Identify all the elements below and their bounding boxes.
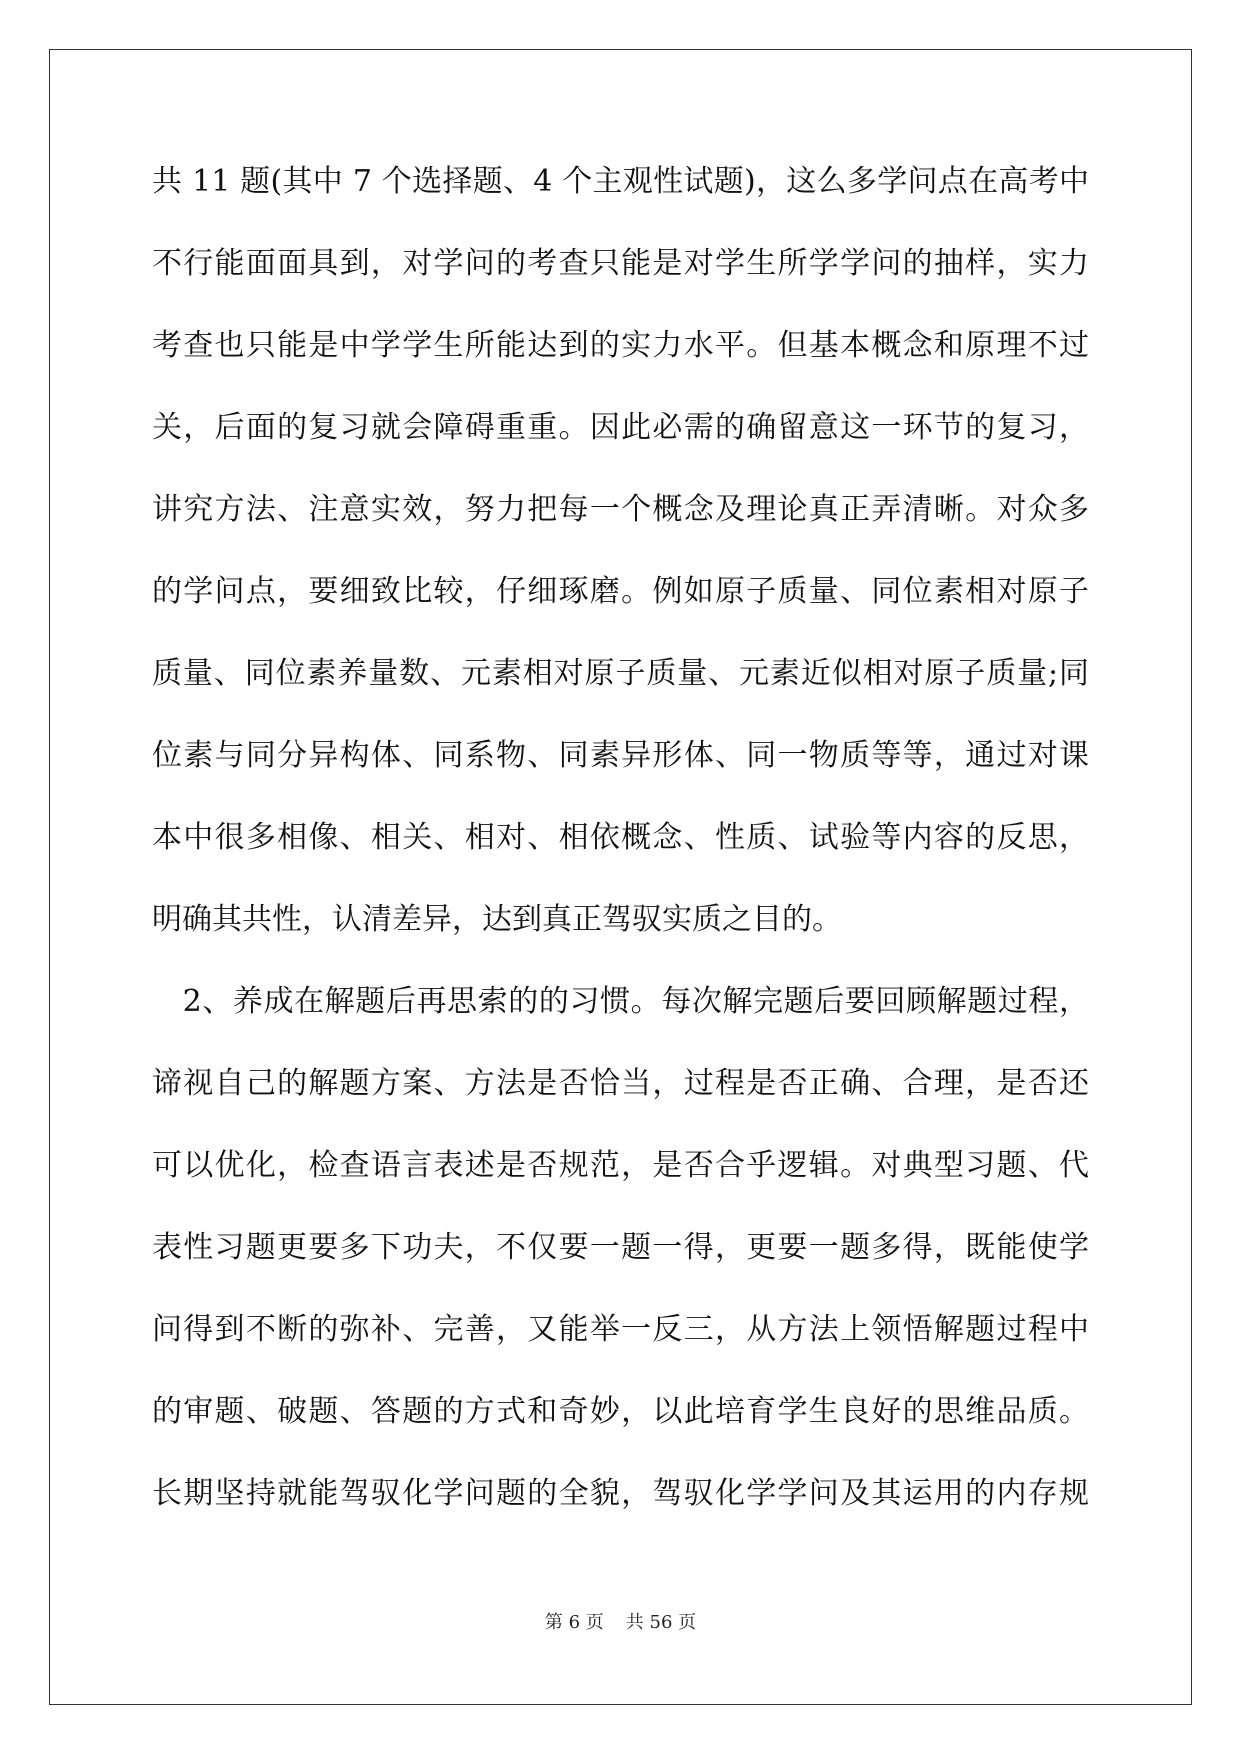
page-number: 第 6 页: [544, 1612, 604, 1633]
page-total: 共 56 页: [625, 1612, 697, 1633]
text-line: 不行能面面具到，对学问的考查只能是对学生所学学问的抽样，实力: [152, 246, 1089, 281]
text-line: 讲究方法、注意实效，努力把每一个概念及理论真正弄清晰。对众多: [152, 492, 1089, 527]
paragraph-1: [152, 162, 1089, 982]
text-line: 谛视自己的解题方案、方法是否恰当，过程是否正确、合理，是否还: [152, 1066, 1089, 1101]
paragraph-2: [152, 982, 1089, 1556]
text-line: 可以优化，检查语言表述是否规范，是否合乎逻辑。对典型习题、代: [152, 1148, 1089, 1183]
text-line: 质量、同位素养量数、元素相对原子质量、元素近似相对原子质量;同: [152, 656, 1089, 691]
text-line: 的学问点，要细致比较，仔细琢磨。例如原子质量、同位素相对原子: [152, 574, 1089, 609]
text-line: 明确其共性，认清差异，达到真正驾驭实质之目的。: [152, 902, 842, 937]
text-line: 位素与同分异构体、同系物、同素异形体、同一物质等等，通过对课: [152, 738, 1089, 773]
text-line: 共 11 题(其中 7 个选择题、4 个主观性试题)，这么多学问点在高考中: [152, 164, 1089, 199]
text-line: 问得到不断的弥补、完善，又能举一反三，从方法上领悟解题过程中: [152, 1312, 1089, 1347]
text-line: 表性习题更要多下功夫，不仅要一题一得，更要一题多得，既能使学: [152, 1230, 1089, 1265]
page-footer: [0, 1608, 1241, 1634]
text-line: 2、养成在解题后再思索的的习惯。每次解完题后要回顾解题过程，: [152, 984, 1089, 1019]
text-line: 的审题、破题、答题的方式和奇妙，以此培育学生良好的思维品质。: [152, 1394, 1089, 1429]
text-line: 考查也只能是中学学生所能达到的实力水平。但基本概念和原理不过: [152, 328, 1089, 363]
text-line: 长期坚持就能驾驭化学问题的全貌，驾驭化学学问及其运用的内存规: [152, 1476, 1089, 1511]
text-line: 本中很多相像、相关、相对、相依概念、性质、试验等内容的反思，: [152, 820, 1089, 855]
document-body: [152, 162, 1089, 1556]
text-line: 关，后面的复习就会障碍重重。因此必需的确留意这一环节的复习，: [152, 410, 1089, 445]
